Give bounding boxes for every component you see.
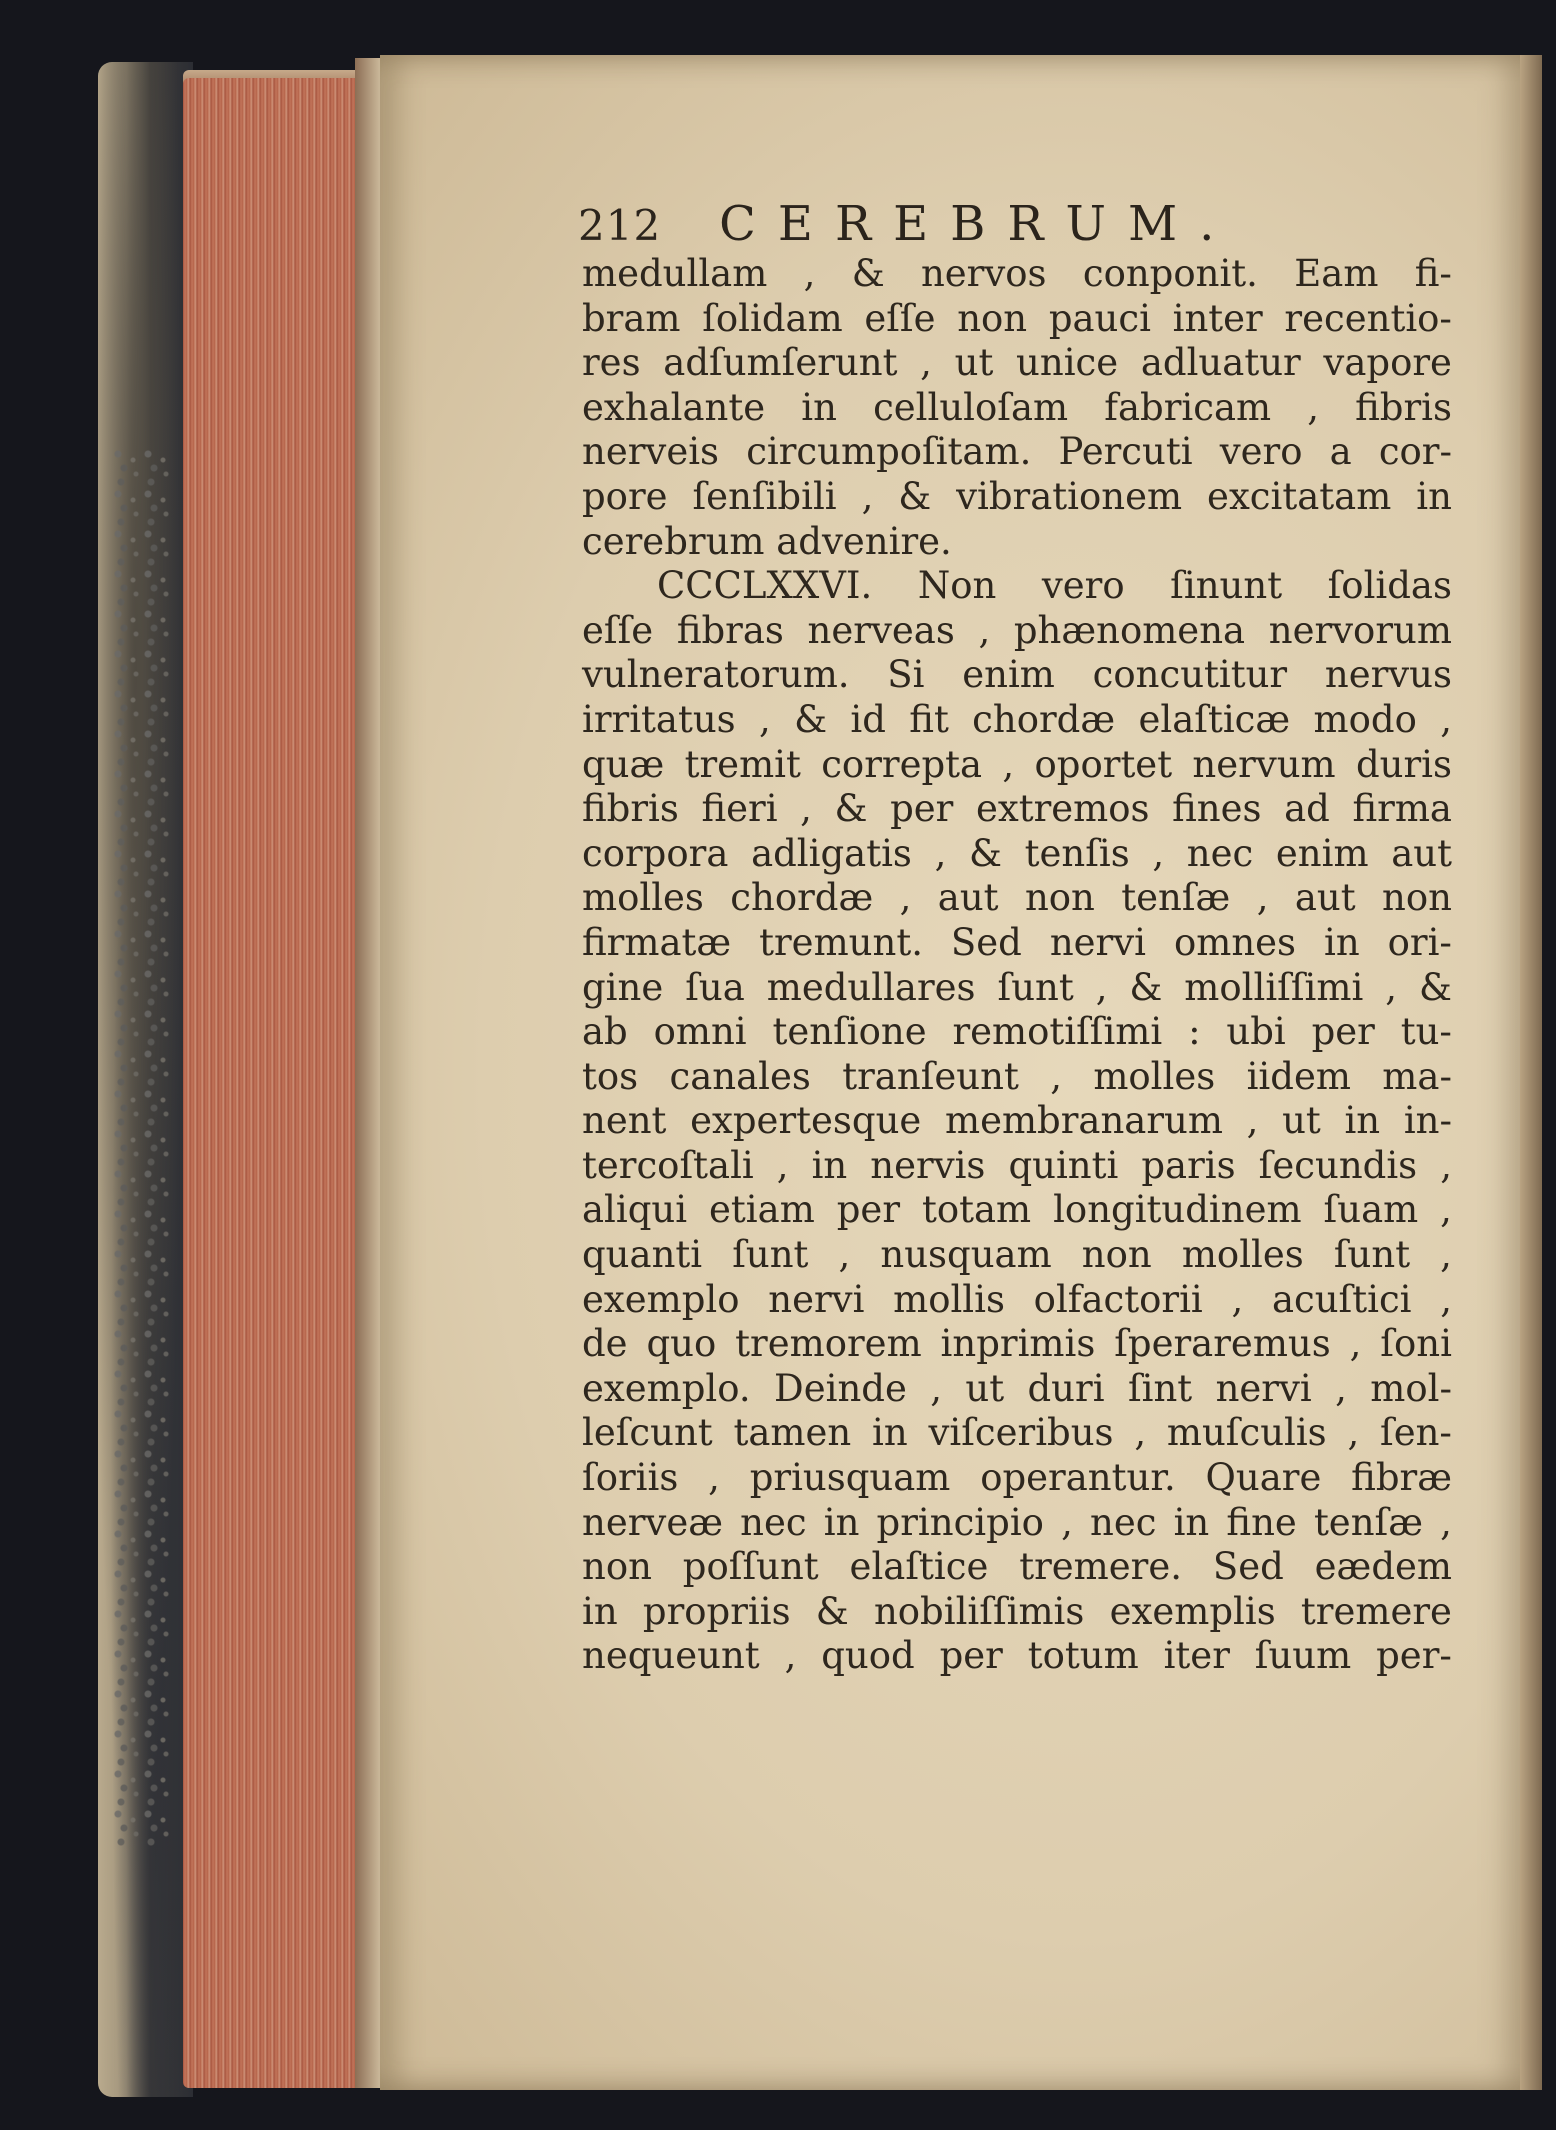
word: tenſione [772, 1010, 927, 1054]
word: nec [740, 1500, 807, 1544]
word: in [801, 385, 837, 429]
word: , [1095, 965, 1108, 1009]
word: , [784, 1634, 797, 1678]
word: , [899, 876, 912, 920]
word: in [811, 1143, 848, 1187]
text-line [582, 743, 1452, 788]
word: conponit. [1082, 252, 1258, 295]
word: chordæ [730, 876, 874, 920]
word: non [1381, 876, 1452, 920]
word: nerveæ [582, 1500, 723, 1544]
word: exemplis [1109, 1589, 1276, 1633]
word: Quare [1205, 1456, 1322, 1500]
word: muſculis [1166, 1411, 1327, 1455]
word: ſuam [1323, 1188, 1419, 1232]
word: , [1440, 1233, 1452, 1277]
word: exemplo [582, 1277, 740, 1321]
word: ſuum [1254, 1634, 1352, 1678]
word: , [930, 1366, 943, 1410]
word: nervi [768, 1277, 865, 1321]
word: eſſe [582, 608, 654, 652]
word: operantur. [980, 1456, 1176, 1500]
word: ut [954, 341, 994, 385]
word: pauci [1048, 296, 1151, 340]
word: molles [582, 876, 704, 920]
word: vero [1041, 564, 1125, 608]
text-line [582, 876, 1452, 921]
word: elaſticæ [1138, 697, 1291, 741]
text-line [582, 475, 1452, 520]
word: omnes [1173, 920, 1297, 964]
word: & [1418, 965, 1452, 1009]
text-line [582, 698, 1452, 743]
word: & [815, 1589, 849, 1633]
word: per [1311, 1010, 1375, 1054]
word: firmatæ [582, 920, 732, 964]
word: , [978, 608, 991, 652]
text-line [582, 341, 1452, 386]
word: inter [1172, 296, 1263, 340]
word: fines [1172, 787, 1262, 831]
word: Si [887, 653, 925, 697]
word: elaſtice [849, 1545, 989, 1589]
word: quo [646, 1322, 717, 1366]
word: non [957, 296, 1028, 340]
word: & [851, 252, 885, 295]
word: fibris [582, 787, 679, 831]
text-line [582, 1367, 1452, 1412]
word: , [1440, 697, 1452, 741]
word: medullam [582, 252, 768, 295]
word: per- [1376, 1634, 1452, 1678]
word: non [582, 1545, 652, 1589]
word: CCCLXXVI. [657, 564, 873, 608]
word: ſunt [997, 965, 1074, 1009]
word: celluloſam [873, 385, 1069, 429]
word: molliſſimi [1184, 965, 1364, 1009]
text-line [582, 1590, 1452, 1635]
word: in [1416, 474, 1452, 518]
word: quæ [582, 742, 665, 786]
word: in [872, 1411, 908, 1455]
word: , [803, 252, 816, 295]
text-line [582, 297, 1452, 342]
word: adluatur [1140, 341, 1301, 385]
word: ſoriis [582, 1456, 679, 1500]
word: & [898, 474, 932, 518]
text-line [582, 1545, 1452, 1590]
word: iidem [1246, 1054, 1351, 1098]
word: eſſe [864, 296, 936, 340]
word: , [1256, 876, 1269, 920]
word: tremunt. [759, 920, 923, 964]
text-line [582, 787, 1452, 832]
word: nervus [1324, 653, 1452, 697]
word: iter [1163, 1634, 1230, 1678]
word: nervos [920, 252, 1047, 295]
text-line [582, 832, 1452, 877]
word: molles [1093, 1054, 1216, 1098]
word: , [1349, 1322, 1362, 1366]
word: , [1061, 1500, 1073, 1544]
word: aliqui [582, 1188, 688, 1232]
word: , [1347, 1411, 1360, 1455]
word: a [1329, 430, 1352, 474]
text-line [582, 386, 1452, 431]
word: mol- [1370, 1366, 1452, 1410]
word: in [823, 1500, 860, 1544]
word: per [836, 1188, 901, 1232]
word: excitatam [1207, 474, 1392, 518]
word: correpta [821, 742, 983, 786]
word: omni [653, 1010, 747, 1054]
word: nent [582, 1099, 667, 1143]
word: , [1440, 1277, 1452, 1321]
word: phænomena [1013, 608, 1246, 652]
word: acuſtici [1271, 1277, 1412, 1321]
word: totam [921, 1188, 1032, 1232]
text-line [582, 1144, 1452, 1189]
word: expertesque [690, 1099, 922, 1143]
word: res [582, 341, 641, 385]
section-heading-line [582, 564, 1452, 609]
word: paris [1141, 1143, 1236, 1187]
word: fit [909, 697, 949, 741]
word: , [1246, 1099, 1259, 1143]
running-head [578, 196, 1278, 256]
word: quinti [1008, 1143, 1119, 1187]
word: duris [1355, 742, 1452, 786]
text-line [582, 1010, 1452, 1055]
word: vero [1219, 430, 1303, 474]
word: enim [962, 653, 1055, 697]
text-line [582, 1456, 1452, 1501]
word: fibris [1355, 385, 1452, 429]
word: ſperaremus [1114, 1322, 1331, 1366]
word: in- [1403, 1099, 1452, 1143]
word: duri [1027, 1366, 1105, 1410]
word: tercoſtali [582, 1143, 754, 1187]
word: exhalante [582, 385, 766, 429]
word: , [1231, 1277, 1244, 1321]
text-line [582, 430, 1452, 475]
word: exemplo. [582, 1366, 751, 1410]
word: ut [965, 1366, 1005, 1410]
word: ſenſibili [692, 474, 837, 518]
text-line [582, 252, 1452, 297]
word: aut [1294, 876, 1356, 920]
word: tenſæ [1313, 1500, 1424, 1544]
word: nervorum [1268, 608, 1452, 652]
word: in [582, 1589, 618, 1633]
word: remotiſſimi [952, 1010, 1163, 1054]
word: concutitur [1092, 653, 1288, 697]
word: vapore [1323, 341, 1452, 385]
word: Eam [1294, 252, 1379, 295]
word: , [1050, 1054, 1062, 1098]
word: , [1440, 1500, 1452, 1544]
word: , [1440, 1143, 1452, 1187]
word: recentio- [1284, 296, 1452, 340]
word: eædem [1314, 1545, 1452, 1589]
word: nervum [1192, 742, 1336, 786]
word: nec [1186, 831, 1254, 875]
word: longitudinem [1053, 1188, 1302, 1232]
word: , [1440, 1188, 1452, 1232]
text-line: cerebrum advenire. [582, 519, 952, 563]
word: nusquam [880, 1233, 1052, 1277]
word: , [861, 474, 874, 518]
word: aut [937, 876, 999, 920]
word: & [1129, 965, 1163, 1009]
word: in [1344, 1099, 1381, 1143]
word: nec [1089, 1500, 1157, 1544]
word: in [1324, 920, 1360, 964]
word: , [1002, 742, 1015, 786]
word: ubi [1226, 1010, 1286, 1054]
word: , [708, 1456, 720, 1500]
word: ſolidas [1327, 564, 1452, 608]
word: Percuti [1058, 430, 1193, 474]
word: etiam [709, 1188, 815, 1232]
word: cor- [1378, 430, 1452, 474]
word: ſecundis [1258, 1143, 1418, 1187]
word: ſoni [1380, 1322, 1452, 1366]
word: tremere [1300, 1589, 1452, 1633]
cover-marbling [112, 450, 172, 1850]
word: quod [821, 1634, 915, 1678]
word: leſcunt [582, 1411, 713, 1455]
word: ſua [685, 965, 745, 1009]
word: nobiliſſimis [873, 1589, 1085, 1633]
word: , [838, 1233, 851, 1277]
word: membranarum [944, 1099, 1223, 1143]
word: poſſunt [682, 1545, 819, 1589]
word: Deinde [774, 1366, 907, 1410]
text-line [582, 1411, 1452, 1456]
text-line [582, 1634, 1452, 1679]
word: ut [1282, 1099, 1321, 1143]
body-text [582, 252, 1452, 1679]
word: firma [1352, 787, 1452, 831]
text-line [582, 1501, 1452, 1546]
word: ſunt [732, 1233, 809, 1277]
running-title: CEREBRUM. [719, 196, 1237, 252]
word: Non [917, 564, 997, 608]
word: priusquam [749, 1456, 951, 1500]
word: tenſæ [1121, 876, 1231, 920]
word: tremit [684, 742, 801, 786]
text-line [582, 609, 1452, 654]
red-page-edges [183, 78, 363, 2088]
word: tremorem [735, 1322, 922, 1366]
word: non [1024, 876, 1095, 920]
word: olfactorii [1033, 1277, 1203, 1321]
word: , [920, 341, 932, 385]
word: totum [1027, 1634, 1139, 1678]
word: ſinunt [1170, 564, 1283, 608]
word: ab [582, 1010, 628, 1054]
word: in [1173, 1500, 1210, 1544]
word: ad [1284, 787, 1330, 831]
word: tremere. [1019, 1545, 1182, 1589]
word: molles [1181, 1233, 1304, 1277]
word: , [1134, 1411, 1147, 1455]
text-line [582, 653, 1452, 698]
word: gine [582, 965, 664, 1009]
word: fi- [1414, 252, 1452, 295]
word: modo [1313, 697, 1417, 741]
word: , [800, 787, 812, 831]
word: per [939, 1634, 1003, 1678]
word: vibrationem [956, 474, 1183, 518]
word: , [759, 697, 771, 741]
word: Sed [950, 920, 1022, 964]
word: ſolidam [702, 296, 843, 340]
word: tu- [1400, 1010, 1452, 1054]
word: adligatis [751, 831, 912, 875]
word: vulneratorum. [582, 653, 850, 697]
word: tos [582, 1054, 639, 1098]
word: non [1081, 1233, 1152, 1277]
text-line [582, 1322, 1452, 1367]
text-line [582, 1278, 1452, 1323]
word: extremos [975, 787, 1150, 831]
word: , [934, 831, 947, 875]
word: canales [669, 1054, 811, 1098]
word: : [1188, 1010, 1201, 1054]
word: fibræ [1351, 1456, 1452, 1500]
word: enim [1275, 831, 1369, 875]
word: & [834, 787, 868, 831]
word: de [582, 1322, 628, 1366]
word: nervi [1049, 920, 1146, 964]
word: principio [876, 1500, 1044, 1544]
word: fieri [701, 787, 778, 831]
word: , [1385, 965, 1398, 1009]
word: tamen [733, 1411, 852, 1455]
word: , [776, 1143, 789, 1187]
word: adſumſerunt [663, 341, 898, 385]
word: & [969, 831, 1002, 875]
word: unice [1016, 341, 1119, 385]
word: inprimis [940, 1322, 1096, 1366]
word: nervis [870, 1143, 986, 1187]
text-line [582, 921, 1452, 966]
word: ſint [1127, 1366, 1193, 1410]
page-number: 212 [578, 201, 662, 250]
word: propriis [642, 1589, 791, 1633]
word: fibras [676, 608, 784, 652]
word: ſen- [1380, 1411, 1452, 1455]
word: , [1335, 1366, 1347, 1410]
word: , [1307, 385, 1319, 429]
text-line [582, 1188, 1452, 1233]
word: nerveas [807, 608, 955, 652]
word: fabricam [1104, 385, 1272, 429]
word: chordæ [972, 697, 1116, 741]
word: & [794, 697, 828, 741]
word: ori- [1387, 920, 1452, 964]
word: corpora [582, 831, 729, 875]
word: aut [1391, 831, 1452, 875]
text-line [582, 1055, 1452, 1100]
word: tranſeunt [842, 1054, 1019, 1098]
word: ſunt [1333, 1233, 1411, 1277]
text-line [582, 1233, 1452, 1278]
word: irritatus [582, 697, 736, 741]
word: Sed [1212, 1545, 1284, 1589]
word: quanti [582, 1233, 703, 1277]
word: pore [582, 474, 668, 518]
word: , [1152, 831, 1165, 875]
word: circumpoſitam. [746, 430, 1032, 474]
word: per [890, 787, 954, 831]
word: viſceribus [928, 1411, 1114, 1455]
word: bram [582, 296, 681, 340]
word: oportet [1034, 742, 1173, 786]
word: nervi [1215, 1366, 1312, 1410]
word: mollis [893, 1277, 1005, 1321]
page-right-edge [1520, 55, 1542, 2090]
word: fine [1226, 1500, 1297, 1544]
word: ma- [1382, 1054, 1452, 1098]
word: nequeunt [582, 1634, 760, 1678]
word: medullares [766, 965, 976, 1009]
word: tenſis [1024, 831, 1130, 875]
text-line [582, 1099, 1452, 1144]
word: nerveis [582, 430, 720, 474]
word: id [850, 697, 886, 741]
text-line [582, 966, 1452, 1011]
